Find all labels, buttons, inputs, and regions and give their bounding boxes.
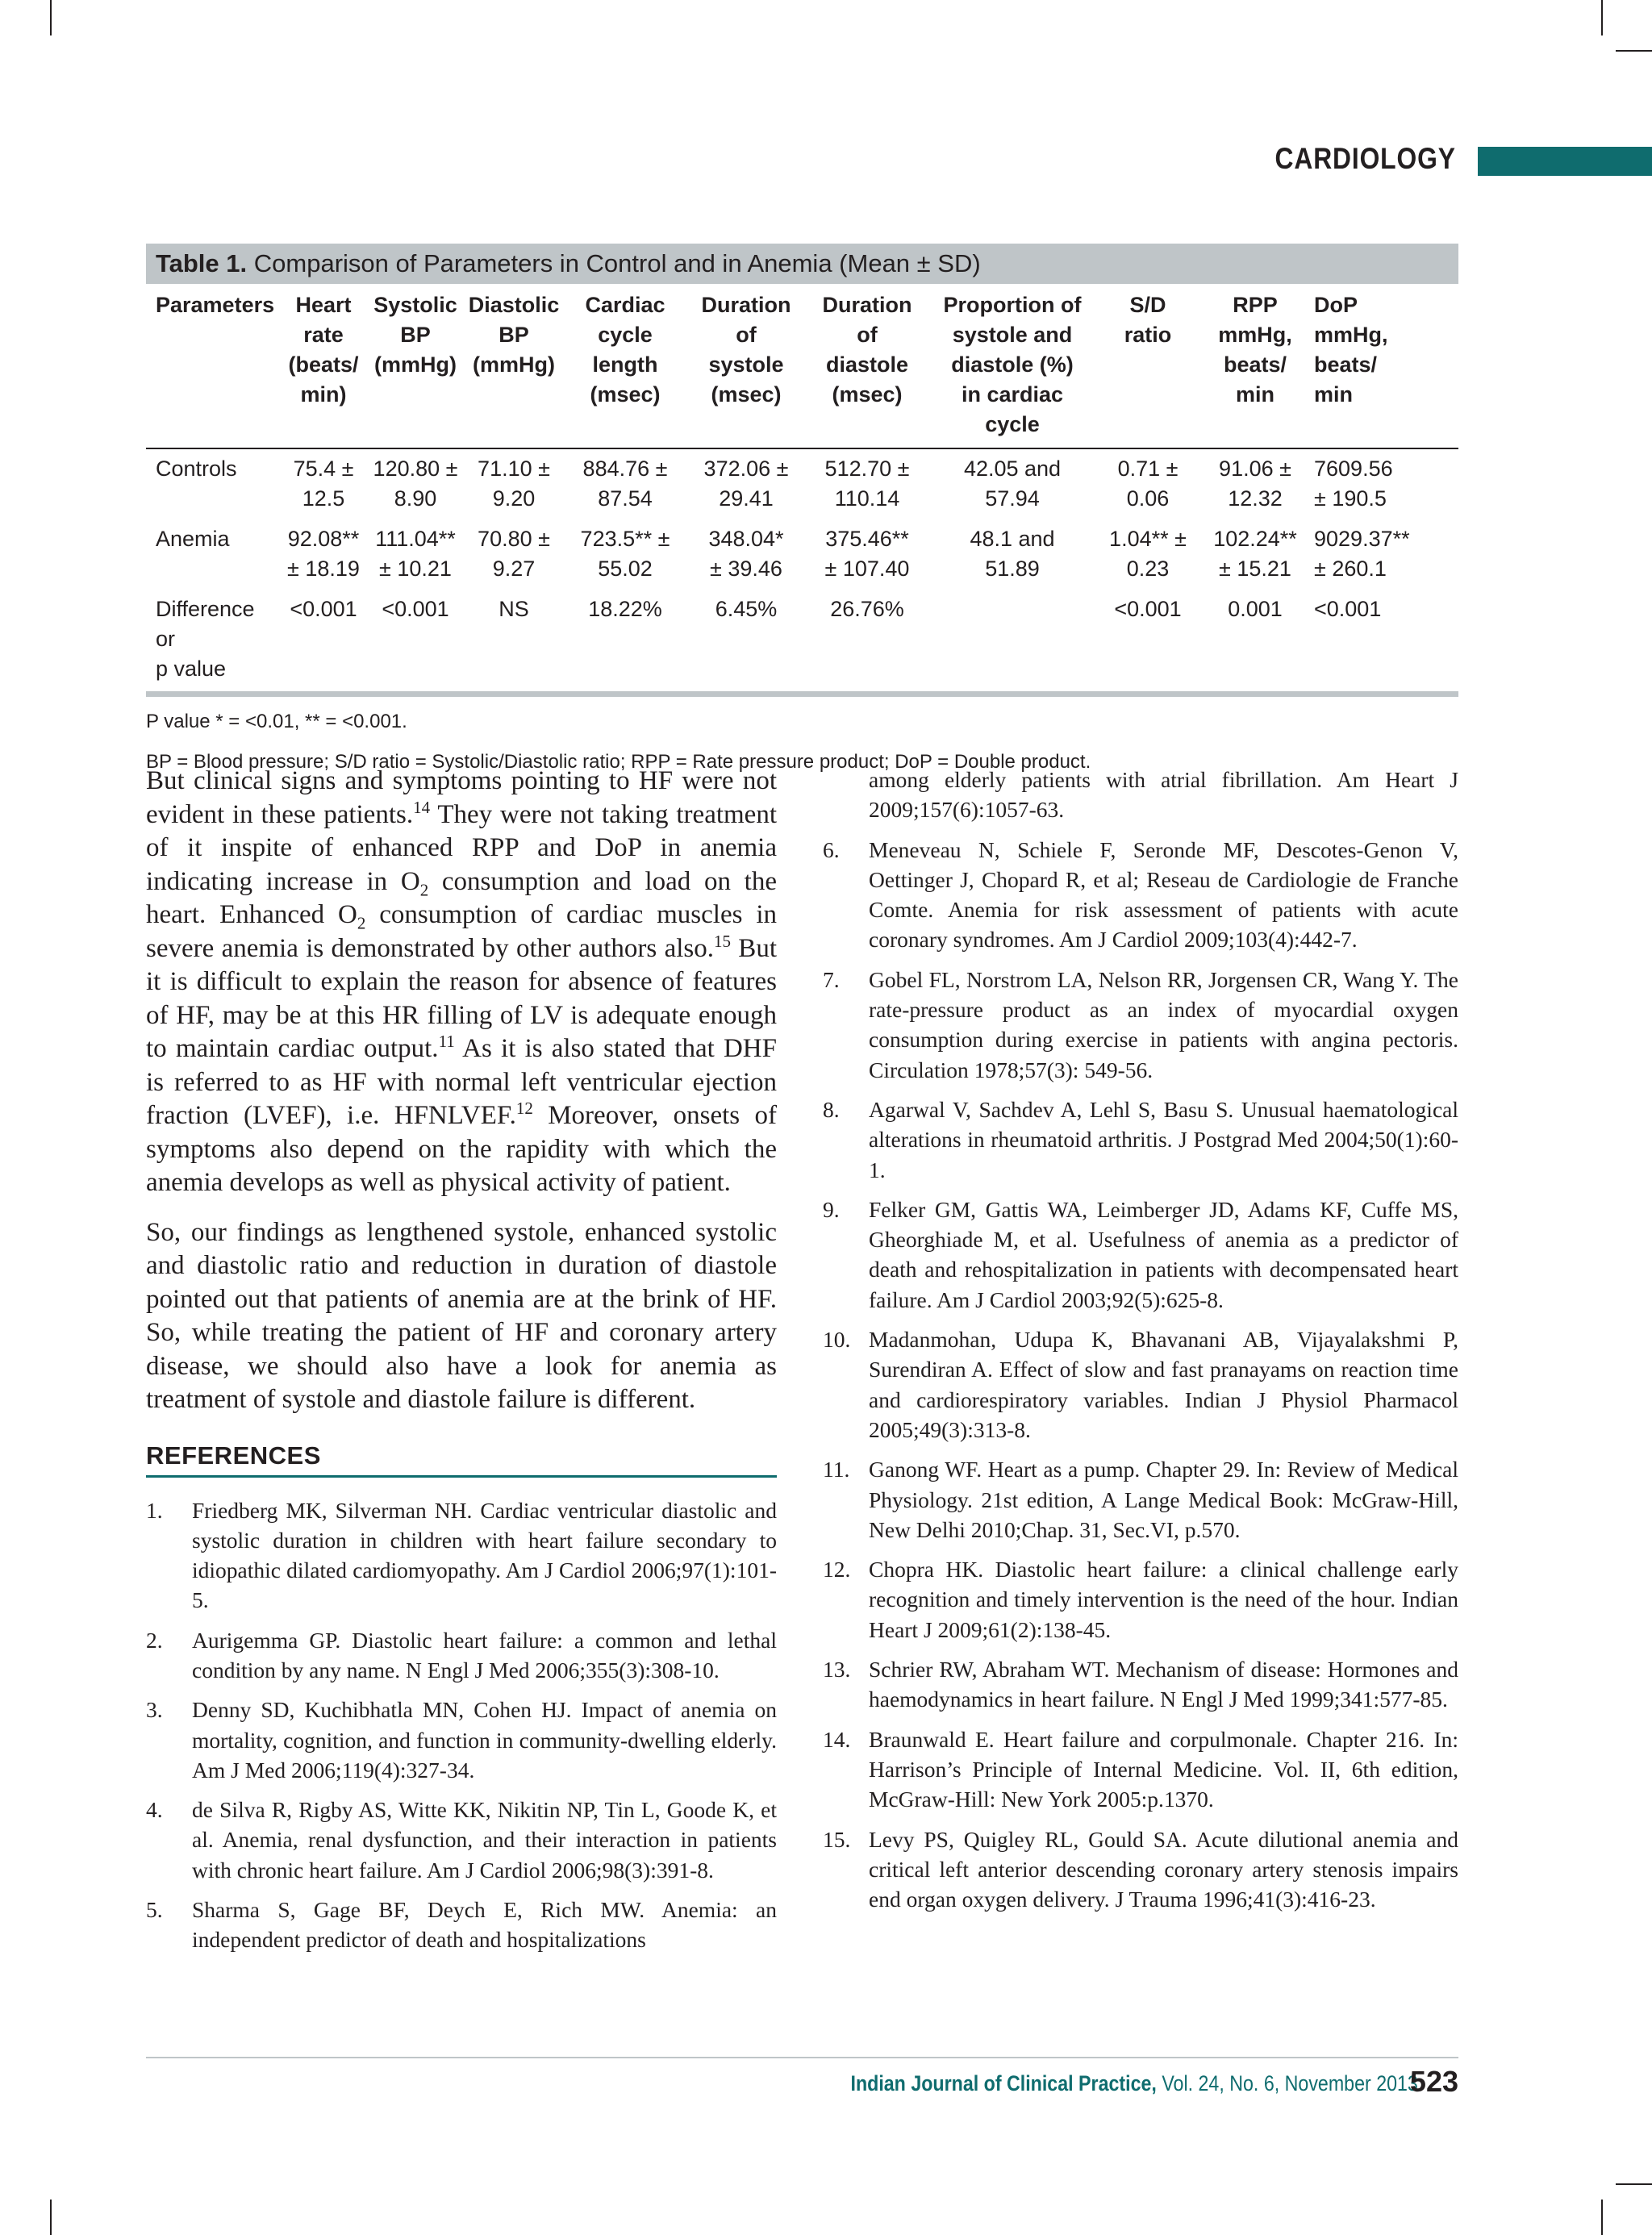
references-heading: REFERENCES [146, 1441, 777, 1478]
reference-number: 11. [823, 1457, 850, 1482]
reference-number: 14. [823, 1726, 851, 1752]
crop-mark-top-right-h [1616, 50, 1652, 52]
text-run: But clinical signs and symptoms pointing to HF were not evident in these patients. [146, 766, 777, 829]
table-cell: 71.10 ± 9.20 [478, 457, 550, 511]
reference-number: 15. [823, 1826, 851, 1852]
reference-text: Denny SD, Kuchibhatla MN, Cohen HJ. Impact of anemia on mortality, cognition, and function in community-dwelling elderly. Am J Med 2006;119(4):327-34. [192, 1697, 777, 1783]
table-cell: 18.22% [588, 597, 662, 621]
citation-ref: 12 [515, 1099, 533, 1118]
reference-item [146, 1625, 777, 1686]
reference-text: de Silva R, Rigby AS, Witte KK, Nikitin NP, Tin L, Goode K, et al. Anemia, renal dysfunction, and their interaction in patients with chronic heart failure. Am J Cardiol 2006;98(3):391-8. [192, 1797, 777, 1883]
col-diastolic-bp: Diastolic BP (mmHg) [464, 284, 564, 448]
citation-ref: 14 [413, 797, 431, 817]
reference-item [823, 1554, 1458, 1645]
col-systolic-bp: Systolic BP (mmHg) [367, 284, 464, 448]
table-cell: 884.76 ± 87.54 [582, 457, 668, 511]
reference-text: Aurigemma GP. Diastolic heart failure: a common and lethal condition by any name. N Engl J Med 2006;355(3):308-10. [192, 1627, 777, 1683]
table-cell: 6.45% [715, 597, 778, 621]
reference-number: 10. [823, 1327, 851, 1353]
reference-number: 5. [146, 1897, 163, 1923]
section-color-bar [1478, 147, 1652, 176]
reference-number: 8. [823, 1096, 840, 1122]
reference-item [146, 1495, 777, 1616]
col-rpp: RPP mmHg, beats/ min [1199, 284, 1311, 448]
table-row [146, 448, 1458, 519]
reference-text: Friedberg MK, Silverman NH. Cardiac ventricular diastolic and systolic duration in children with heart failure secondary to idiopathic dilated cardiomyopathy. Am J Cardiol 2006;97(1):101-5. [192, 1497, 777, 1613]
table-cell: 70.80 ± 9.27 [478, 527, 550, 581]
text-run: consumption of cardiac muscles in severe anemia is demonstrated by other authors also. [146, 900, 777, 963]
col-heart-rate: Heart rate (beats/ min) [280, 284, 367, 448]
body-paragraph-2: So, our findings as lengthened systole, enhanced systolic and diastolic ratio and reduction in duration of diastole pointed out that patients of anemia are at the brink of HF. So, while treating the patient of HF and coronary artery disease, we should also have a look for anemia as treatment of systole and diastole failure is different. [146, 1217, 777, 1414]
reference-item [823, 1824, 1458, 1915]
text-run: But it is difficult to explain the reason for absence of features of HF, may be at this HR filling of LV is adequate enough to maintain cardiac output. [146, 933, 777, 1063]
table-cell: 0.71 ± 0.06 [1117, 457, 1179, 511]
reference-number: 4. [146, 1797, 163, 1823]
table-cell: 372.06 ± 29.41 [703, 457, 789, 511]
reference-item [823, 1195, 1458, 1315]
table-cell: 91.06 ± 12.32 [1219, 457, 1291, 511]
table-row [146, 590, 1458, 690]
reference-continuation: among elderly patients with atrial fibrillation. Am Heart J 2009;157(6):1057-63. [869, 767, 1458, 823]
reference-number: 2. [146, 1627, 163, 1653]
col-parameters: Parameters [146, 284, 280, 448]
table-cell: 120.80 ± 8.90 [373, 457, 458, 511]
table-cell: 102.24** ± 15.21 [1213, 527, 1297, 581]
table-cell: 48.1 and 51.89 [970, 527, 1055, 581]
section-label: CARDIOLOGY [1274, 142, 1456, 175]
table-header-row [146, 284, 1458, 448]
subscript: 2 [419, 880, 429, 900]
reference-number: 6. [823, 836, 840, 862]
table-cell: <0.001 [1314, 597, 1382, 621]
references-list-left [146, 1495, 777, 1955]
crop-mark-bottom-right [1601, 2200, 1603, 2235]
table-caption [146, 244, 1458, 284]
table-row [146, 519, 1458, 590]
table-cell: 26.76% [830, 597, 904, 621]
table-note-abbreviations: BP = Blood pressure; S/D ratio = Systolic/Diastolic ratio; RPP = Rate pressure product; DoP = Double product. [146, 751, 1091, 773]
citation-ref: 15 [713, 931, 731, 951]
table-cell: NS [499, 597, 529, 621]
crop-mark-bottom-right-h [1616, 2183, 1652, 2185]
reference-item [823, 1724, 1458, 1815]
reference-item [823, 1324, 1458, 1445]
reference-text: Felker GM, Gattis WA, Leimberger JD, Adams KF, Cuffe MS, Gheorghiade M, et al. Usefulness of anemia as a predictor of death and rehospitalization in patients with decompensated heart failure. Am J Cardiol 2003;92(5):625-8. [869, 1196, 1458, 1312]
reference-item [823, 1654, 1458, 1715]
reference-text: Madanmohan, Udupa K, Bhavanani AB, Vijayalakshmi P, Surendiran A. Effect of slow and fast pranayams on reaction time and cardiorespiratory variables. Indian J Physiol Pharmacol 2005;49(3):313-8. [869, 1327, 1458, 1442]
table-cell: <0.001 [290, 597, 357, 621]
col-cardiac-cycle: Cardiac cycle length (msec) [564, 284, 686, 448]
table-cell: Anemia [156, 527, 230, 551]
table-title: Comparison of Parameters in Control and in Anemia (Mean ± SD) [253, 249, 981, 277]
table-1 [146, 244, 1458, 774]
table-cell: <0.001 [382, 597, 449, 621]
table-cell: 0.001 [1228, 597, 1283, 621]
table-cell: 42.05 and 57.94 [963, 457, 1062, 511]
table-bottom-rule [146, 691, 1458, 697]
journal-issue: Vol. 24, No. 6, November 2013 [1157, 2071, 1418, 2095]
reference-item [146, 1895, 777, 1955]
reference-text: Chopra HK. Diastolic heart failure: a clinical challenge early recognition and timely intervention is the need of the hour. Indian Heart J 2009;61(2):138-45. [869, 1557, 1458, 1642]
col-sd-ratio: S/D ratio [1096, 284, 1199, 448]
table-cell: Controls [156, 457, 237, 481]
table-cell: 111.04** ± 10.21 [375, 527, 456, 581]
table-cell: Difference or p value [156, 597, 255, 681]
text-run: They were not taking treatment of it inspite of enhanced RPP and DoP in anemia indicating increase in O [146, 799, 777, 896]
table-cell: 9029.37** ± 260.1 [1314, 527, 1410, 581]
reference-number: 7. [823, 966, 840, 992]
subscript: 2 [357, 913, 366, 933]
page-number: 523 [1409, 2065, 1458, 2098]
reference-text: Braunwald E. Heart failure and corpulmonale. Chapter 216. In: Harrison’s Principle of Internal Medicine. Vol. II, 6th edition, McGraw-Hill: New York 2005:p.1370. [869, 1726, 1458, 1812]
col-dop: DoP mmHg, beats/ min [1311, 284, 1458, 448]
reference-text: Gobel FL, Norstrom LA, Nelson RR, Jorgensen CR, Wang Y. The rate-pressure product as an index of myocardial oxygen consumption during exercise in patients with angina pectoris. Circulation 1978;57(3): 549-56. [869, 966, 1458, 1082]
reference-text: Sharma S, Gage BF, Deych E, Rich MW. Anemia: an independent predictor of death and hospitalizations [192, 1897, 777, 1953]
citation-ref: 11 [438, 1032, 455, 1051]
table-cell [928, 590, 1096, 690]
reference-text: Levy PS, Quigley RL, Gould SA. Acute dilutional anemia and critical left anterior descending coronary artery stenosis impairs end organ oxygen delivery. J Trauma 1996;41(3):416-23. [869, 1826, 1458, 1912]
reference-item [146, 1795, 777, 1885]
reference-number: 3. [146, 1697, 163, 1723]
reference-text: Meneveau N, Schiele F, Seronde MF, Descotes-Genon V, Oettinger J, Chopard R, et al; Reseau de Cardiologie de Franche Comte. Anemia for risk assessment of patients with acute coronary syndromes. Am J Cardiol 2009;103(4):442-7. [869, 836, 1458, 953]
col-systole-duration: Duration of systole (msec) [686, 284, 806, 448]
data-table [146, 284, 1458, 690]
table-cell: 512.70 ± 110.14 [824, 457, 910, 511]
text-run: As it is also stated that DHF is referred to as HF with normal left ventricular ejection fraction (LVEF), i.e. HFNLVEF. [146, 1034, 777, 1130]
reference-item [146, 1695, 777, 1785]
col-diastole-duration: Duration of diastole (msec) [806, 284, 928, 448]
reference-item [823, 1095, 1458, 1185]
crop-mark-top-right [1601, 0, 1603, 35]
table-cell: 7609.56 ± 190.5 [1314, 457, 1393, 511]
body-paragraph-1 [146, 765, 777, 1200]
table-cell: 75.4 ± 12.5 [293, 457, 354, 511]
crop-mark-bottom-left [50, 2200, 52, 2235]
journal-name: Indian Journal of Clinical Practice, [850, 2071, 1158, 2095]
reference-number: 12. [823, 1557, 851, 1582]
col-proportion: Proportion of systole and diastole (%) in cardiac cycle [928, 284, 1096, 448]
table-cell: 375.46** ± 107.40 [824, 527, 910, 581]
table-note-pvalue: P value * = <0.01, ** = <0.001. [146, 711, 407, 732]
reference-item [823, 1454, 1458, 1545]
footer-rule [146, 2057, 1458, 2058]
table-cell: 723.5** ± 55.02 [580, 527, 670, 581]
reference-number: 9. [823, 1196, 840, 1222]
right-column [823, 765, 1458, 1924]
crop-mark-top-left [50, 0, 52, 35]
table-cell: 348.04* ± 39.46 [708, 527, 784, 581]
reference-item [823, 965, 1458, 1085]
left-column [146, 765, 777, 1965]
table-cell: 92.08** ± 18.19 [287, 527, 360, 581]
reference-text: Agarwal V, Sachdev A, Lehl S, Basu S. Unusual haematological alterations in rheumatoid arthritis. J Postgrad Med 2004;50(1):60-1. [869, 1096, 1458, 1182]
footer-citation [851, 2071, 1418, 2096]
reference-number: 1. [146, 1497, 163, 1523]
table-cell: <0.001 [1114, 597, 1182, 621]
table-label: Table 1. [156, 249, 248, 277]
reference-text: Ganong WF. Heart as a pump. Chapter 29. In: Review of Medical Physiology. 21st edition, A Lange Medical Book: McGraw-Hill, New Delhi 2010;Chap. 31, Sec.VI, p.570. [869, 1457, 1458, 1542]
text-run: consumption and load on the heart. Enhanced O [146, 866, 777, 929]
table-cell: 1.04** ± 0.23 [1109, 527, 1187, 581]
text-run: Moreover, onsets of symptoms also depend on the rapidity with which the anemia develops as well as physical activity of patient. [146, 1101, 777, 1197]
reference-item [823, 835, 1458, 955]
reference-text: Schrier RW, Abraham WT. Mechanism of disease: Hormones and haemodynamics in heart failure. N Engl J Med 1999;341:577-85. [869, 1657, 1458, 1712]
reference-number: 13. [823, 1657, 851, 1683]
